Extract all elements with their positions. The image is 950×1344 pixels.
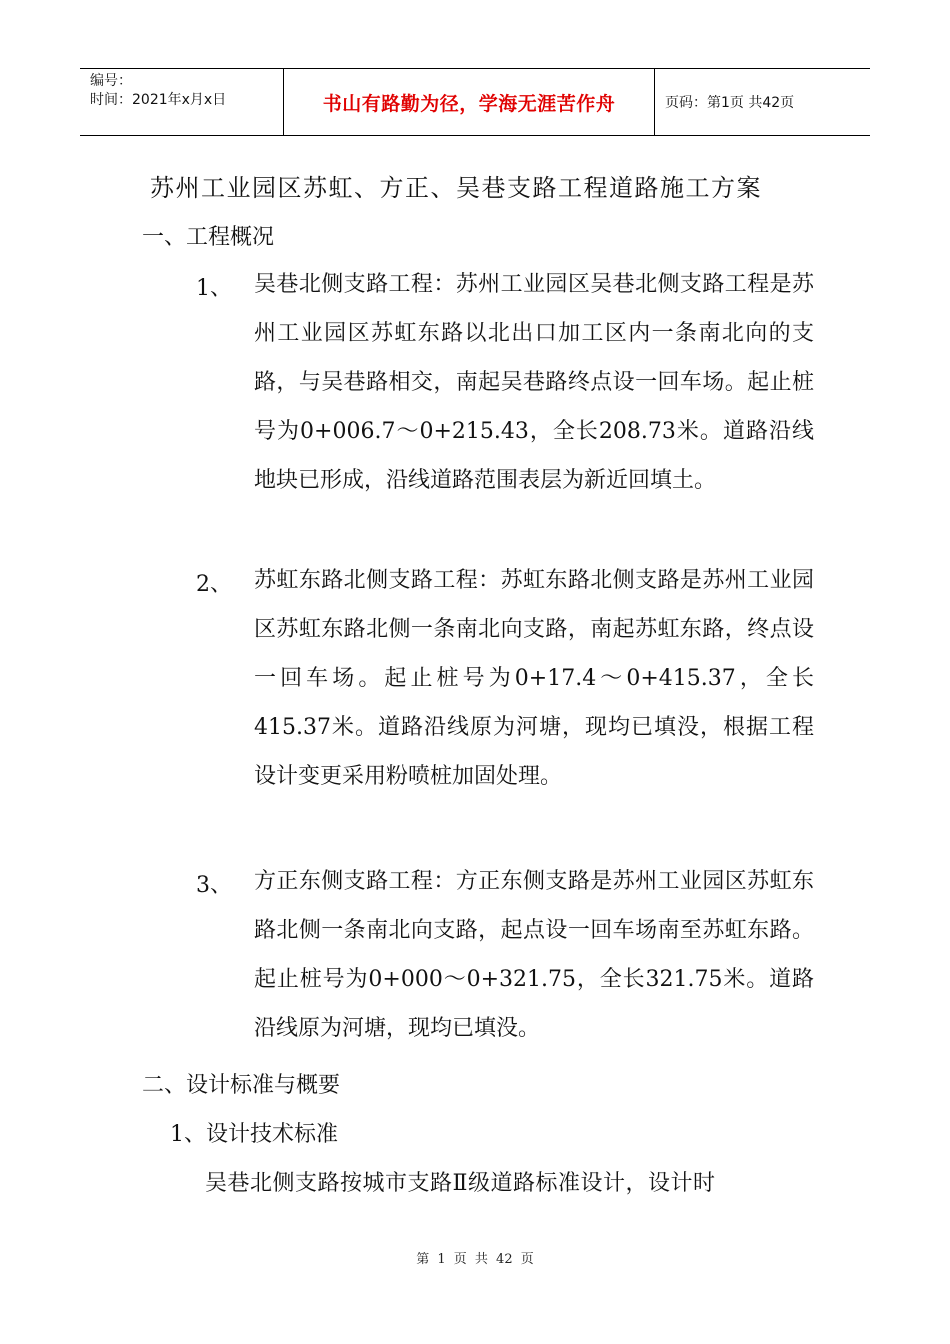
item-number: 2、 <box>196 572 232 597</box>
header-page-info: 页码：第1页 共42页 <box>665 95 795 111</box>
item-text: 苏虹东路北侧支路工程：苏虹东路北侧支路是苏州工业园区苏虹东路北侧一条南北向支路，南起苏虹东路，终点设一回车场。起止桩号为0+17.4～0+415.37，全长415.37米。道路沿线原为河塘，现均已填没，根据工程设计变更采用粉喷桩加固处理。 <box>254 568 814 789</box>
item-number: 3、 <box>196 873 232 898</box>
section-heading-standards: 二、设计标准与概要 <box>142 1073 341 1098</box>
page-footer: 第 1 页 共 42 页 <box>416 1252 534 1267</box>
paragraph-text: 吴巷北侧支路按城市支路Ⅱ级道路标准设计，设计时 <box>205 1171 716 1196</box>
header-time: 时间：2021年x月x日 <box>90 92 227 108</box>
item-number: 1、 <box>196 276 232 301</box>
page-header <box>80 68 870 136</box>
item-text: 吴巷北侧支路工程：苏州工业园区吴巷北侧支路工程是苏州工业园区苏虹东路以北出口加工区内一条南北向的支路，与吴巷路相交，南起吴巷路终点设一回车场。起止桩号为0+006.7～0+215.43，全长208.73米。道路沿线地块已形成，沿线道路范围表层为新近回填土。 <box>254 272 814 493</box>
document-title: 苏州工业园区苏虹、方正、吴巷支路工程道路施工方案 <box>150 174 762 202</box>
item-text: 方正东侧支路工程：方正东侧支路是苏州工业园区苏虹东路北侧一条南北向支路，起点设一回车场南至苏虹东路。起止桩号为0+000～0+321.75，全长321.75米。道路沿线原为河塘，现均已填没。 <box>254 869 814 1041</box>
header-motto: 书山有路勤为径，学海无涯苦作舟 <box>283 69 655 135</box>
header-meta <box>80 69 283 135</box>
sub-heading-tech-standards: 1、设计技术标准 <box>170 1122 338 1147</box>
section-heading-overview: 一、工程概况 <box>142 225 275 250</box>
header-number: 编号： <box>90 73 132 89</box>
